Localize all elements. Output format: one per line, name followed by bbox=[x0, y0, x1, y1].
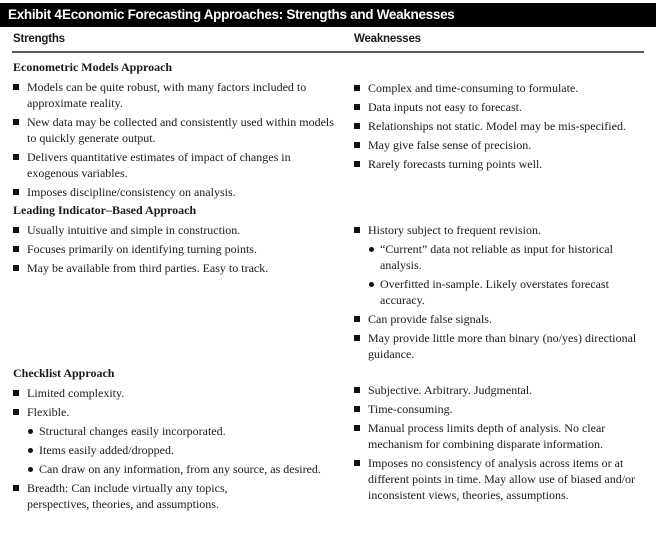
square-bullet-icon bbox=[354, 335, 360, 341]
item-text: Complex and time-consuming to formulate. bbox=[368, 81, 579, 95]
item-text: Relationships not static. Model may be mis-specified. bbox=[368, 119, 626, 133]
item-text: History subject to frequent revision. bbox=[368, 223, 541, 237]
square-bullet-icon bbox=[354, 460, 360, 466]
item-text: May be available from third parties. Easy to track. bbox=[27, 261, 269, 275]
list-item bbox=[354, 156, 654, 172]
sub-item-text: Structural changes easily incorporated. bbox=[39, 424, 226, 438]
weaknesses-column bbox=[354, 59, 654, 506]
item-text: New data may be collected and consistently used within models to quickly generate output. bbox=[27, 115, 334, 145]
list-item bbox=[13, 79, 338, 111]
round-bullet-icon bbox=[369, 282, 374, 287]
round-bullet-icon bbox=[28, 448, 33, 453]
square-bullet-icon bbox=[13, 119, 19, 125]
strengths-column-header: Strengths bbox=[13, 33, 65, 45]
square-bullet-icon bbox=[354, 123, 360, 129]
item-text: Manual process limits depth of analysis. No clear mechanism for combining disparate information. bbox=[368, 421, 606, 451]
list-item bbox=[354, 455, 656, 503]
square-bullet-icon bbox=[354, 316, 360, 322]
square-bullet-icon bbox=[13, 485, 19, 491]
item-text: Focuses primarily on identifying turning points. bbox=[27, 242, 257, 256]
section-title: Checklist Approach bbox=[13, 366, 115, 380]
square-bullet-icon bbox=[354, 104, 360, 110]
sub-item-text: Items easily added/dropped. bbox=[39, 443, 174, 457]
square-bullet-icon bbox=[13, 227, 19, 233]
section-checklist-weaknesses bbox=[354, 382, 654, 503]
square-bullet-icon bbox=[13, 189, 19, 195]
list-item bbox=[354, 382, 654, 398]
list-item bbox=[354, 311, 654, 327]
strengths-column bbox=[13, 59, 338, 515]
section-leading-indicator-weaknesses bbox=[354, 222, 654, 362]
item-text: Limited complexity. bbox=[27, 386, 125, 400]
item-text: Flexible. bbox=[27, 405, 70, 419]
square-bullet-icon bbox=[354, 406, 360, 412]
sub-list-item bbox=[13, 442, 338, 458]
square-bullet-icon bbox=[354, 387, 360, 393]
section-leading-indicator-strengths bbox=[13, 202, 338, 276]
sub-item-text: Can draw on any information, from any source, as desired. bbox=[39, 462, 321, 476]
exhibit-title-bar bbox=[0, 3, 656, 27]
item-text: Delivers quantitative estimates of impact of changes in exogenous variables. bbox=[27, 150, 291, 180]
square-bullet-icon bbox=[13, 409, 19, 415]
list-item bbox=[354, 118, 654, 134]
list-item bbox=[354, 222, 654, 238]
list-item bbox=[13, 184, 338, 200]
list-item bbox=[354, 401, 654, 417]
sub-list-item bbox=[13, 423, 338, 439]
sub-list-item bbox=[13, 461, 329, 477]
round-bullet-icon bbox=[28, 429, 33, 434]
list-item bbox=[13, 241, 338, 257]
list-item bbox=[13, 260, 338, 276]
square-bullet-icon bbox=[13, 265, 19, 271]
list-item bbox=[13, 149, 338, 181]
sub-item-text: “Current” data not reliable as input for historical analysis. bbox=[380, 242, 613, 272]
section-checklist-strengths bbox=[13, 365, 338, 512]
header-rule bbox=[12, 51, 644, 53]
item-text: Models can be quite robust, with many factors included to approximate reality. bbox=[27, 80, 307, 110]
item-text: May give false sense of precision. bbox=[368, 138, 532, 152]
round-bullet-icon bbox=[369, 247, 374, 252]
list-item bbox=[354, 330, 638, 362]
item-text: Time-consuming. bbox=[368, 402, 453, 416]
item-text: Usually intuitive and simple in construction. bbox=[27, 223, 241, 237]
list-item bbox=[13, 114, 338, 146]
item-text: May provide little more than binary (no/yes) directional guidance. bbox=[368, 331, 637, 361]
sub-list-item bbox=[354, 276, 630, 308]
list-item bbox=[13, 385, 338, 401]
item-text: Rarely forecasts turning points well. bbox=[368, 157, 543, 171]
exhibit-title: Economic Forecasting Approaches: Strengths and Weaknesses bbox=[62, 7, 455, 22]
item-text: Can provide false signals. bbox=[368, 312, 492, 326]
list-item bbox=[354, 420, 653, 452]
square-bullet-icon bbox=[13, 390, 19, 396]
item-text: Breadth: Can include virtually any topics, perspectives, theories, and assumptions. bbox=[27, 481, 228, 511]
list-item bbox=[13, 222, 338, 238]
sub-list-item bbox=[354, 241, 642, 273]
square-bullet-icon bbox=[13, 84, 19, 90]
item-text: Data inputs not easy to forecast. bbox=[368, 100, 522, 114]
weaknesses-column-header: Weaknesses bbox=[354, 33, 421, 45]
round-bullet-icon bbox=[28, 467, 33, 472]
section-title: Econometric Models Approach bbox=[13, 60, 173, 74]
square-bullet-icon bbox=[354, 142, 360, 148]
square-bullet-icon bbox=[354, 85, 360, 91]
list-item bbox=[354, 99, 654, 115]
section-econometric-strengths bbox=[13, 59, 338, 200]
section-econometric-weaknesses bbox=[354, 80, 654, 172]
square-bullet-icon bbox=[354, 227, 360, 233]
square-bullet-icon bbox=[354, 161, 360, 167]
square-bullet-icon bbox=[354, 425, 360, 431]
section-title: Leading Indicator–Based Approach bbox=[13, 203, 197, 217]
list-item bbox=[354, 137, 654, 153]
square-bullet-icon bbox=[13, 246, 19, 252]
list-item bbox=[13, 480, 289, 512]
list-item bbox=[354, 80, 654, 96]
list-item bbox=[13, 404, 338, 420]
exhibit-number: Exhibit 4 bbox=[8, 7, 62, 22]
item-text: Subjective. Arbitrary. Judgmental. bbox=[368, 383, 533, 397]
sub-item-text: Overfitted in-sample. Likely overstates forecast accuracy. bbox=[380, 277, 609, 307]
item-text: Imposes no consistency of analysis across items or at different points in time. May allow use of biased and/or inconsistent views, theories, assumptions. bbox=[368, 456, 636, 502]
square-bullet-icon bbox=[13, 154, 19, 160]
item-text: Imposes discipline/consistency on analysis. bbox=[27, 185, 236, 199]
